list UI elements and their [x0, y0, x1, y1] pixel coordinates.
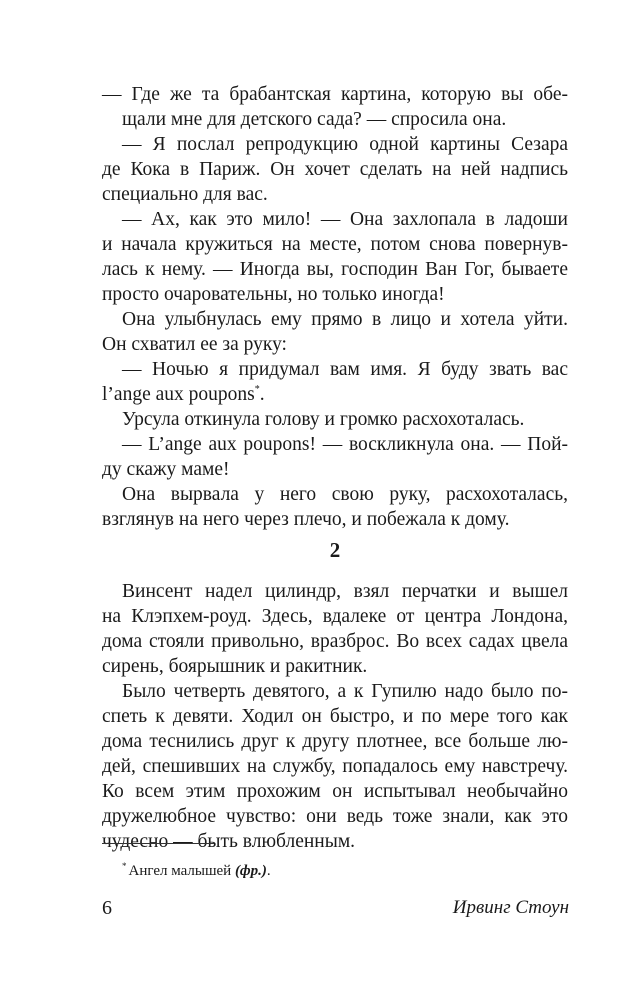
paragraph: [102, 679, 568, 854]
text-line: Винсент надел цилиндр, взял перчатки и вышел: [122, 581, 568, 602]
text-line: Было четверть девятого, а к Гупилю надо было по-: [122, 681, 568, 702]
text-line: сирень, боярышник и ракитник.: [102, 656, 368, 677]
text-line: чудесно — быть влюбленным.: [102, 831, 356, 852]
body-text-bottom: [102, 579, 568, 854]
text-line: спеть к девяти. Ходил он быстро, и по мере того как: [102, 706, 568, 727]
footnote-divider: [102, 843, 214, 844]
text-line: щали мне для детского сада? — спросила она.: [122, 109, 507, 130]
paragraph: [102, 82, 568, 132]
text-line: на Клэпхем-роуд. Здесь, вдалеке от центра Лондона,: [102, 606, 568, 627]
paragraph: [102, 407, 568, 432]
body-text-top: [102, 82, 568, 532]
text-line: и начала кружиться на месте, потом снова повернув-: [102, 234, 568, 255]
text-line: — Ночью я придумал вам имя. Я буду звать вас: [122, 359, 568, 380]
sentence-end: .: [259, 384, 265, 405]
text-line: [102, 382, 568, 407]
text-line: Урсула откинула голову и громко расхохоталась.: [122, 409, 525, 430]
text-line: — Ах, как это мило! — Она захлопала в ладоши: [122, 209, 568, 230]
text-line: дома теснились друг к другу плотнее, все больше лю-: [102, 731, 568, 752]
paragraph: [102, 357, 568, 407]
footnote-language: (фр.): [234, 863, 267, 879]
text-line: дей, спешивших на службу, попадалось ему навстречу.: [102, 756, 568, 777]
text-line: де Кока в Париж. Он хочет сделать на ней надпись: [102, 159, 568, 180]
footnote-reference: *: [254, 384, 260, 395]
footnote-mark: *: [122, 861, 127, 871]
text-line: Она улыбнулась ему прямо в лицо и хотела уйти.: [122, 309, 568, 330]
footnote-text: Ангел малышей: [128, 863, 232, 879]
page-number: 6: [102, 897, 112, 919]
text-line: просто очаровательны, но только иногда!: [102, 284, 445, 305]
text-line: ду скажу маме!: [102, 459, 230, 480]
paragraph: [102, 579, 568, 679]
paragraph: [102, 432, 568, 482]
text-line: Она вырвала у него свою руку, расхохоталась,: [122, 484, 568, 505]
text-line: — Я послал репродукцию одной картины Сезара: [122, 134, 568, 155]
paragraph: [102, 207, 568, 307]
chapter-heading: 2: [329, 538, 341, 562]
text-line: Он схватил ее за руку:: [102, 334, 287, 355]
text-line: Ко всем этим прохожим он испытывал необычайно: [102, 781, 568, 802]
text-line: — Где же та брабантская картина, которую вы обе-: [102, 84, 568, 105]
foreign-phrase: l’ange aux poupons: [102, 384, 255, 405]
paragraph: [102, 482, 568, 532]
text-line: — L’ange aux poupons! — воскликнула она. — Пой-: [122, 434, 568, 455]
footnote-tail: .: [266, 863, 271, 879]
text-line: дружелюбное чувство: они ведь тоже знали, как это: [102, 806, 568, 827]
paragraph: [102, 307, 568, 357]
running-head: Ирвинг Стоун: [452, 897, 569, 918]
footnote: [122, 856, 271, 881]
text-line: взглянув на него через плечо, и побежала к дому.: [102, 509, 510, 530]
paragraph: [102, 132, 568, 207]
text-line: специально для вас.: [102, 184, 268, 205]
text-line: лась к нему. — Иногда вы, господин Ван Гог, бываете: [102, 259, 568, 280]
text-line: дома стояли привольно, вразброс. Во всех садах цвела: [102, 631, 568, 652]
